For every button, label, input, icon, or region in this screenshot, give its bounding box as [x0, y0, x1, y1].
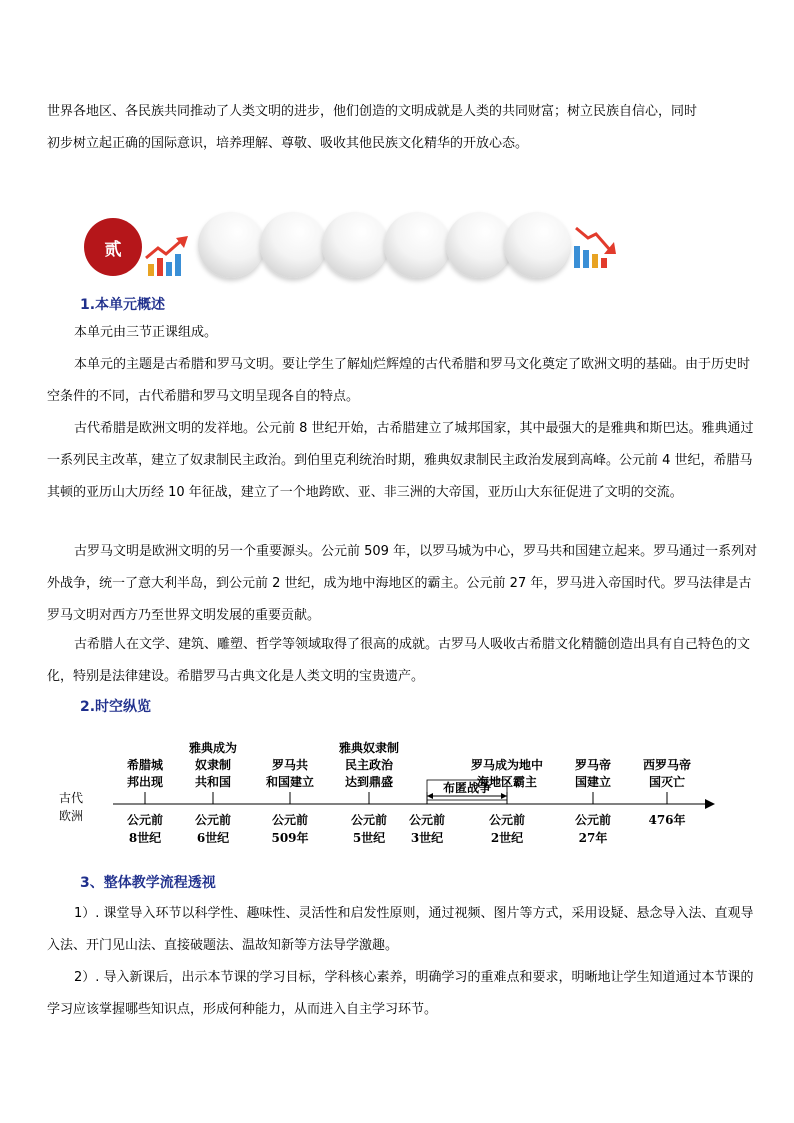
timeline-event-label: 邦出现: [126, 775, 164, 789]
decor-ball-6: [504, 212, 570, 278]
span-arrow-right: [501, 793, 507, 799]
timeline-event-label: 和国建立: [265, 775, 315, 789]
section-heading-overview: 1.本单元概述: [80, 297, 166, 313]
paragraph: 古罗马文明是欧洲文明的另一个重要源头。公元前 509 年，以罗马城为中心，罗马共和国建立起来。罗马通过一系列对外战争，统一了意大利半岛，到公元前 2 世纪，成为地中海地区的霸主。公元前 27 年，罗马进入帝国时代。罗马法律是古罗马文明对西方乃至世界文明发展的重要贡献。: [47, 544, 758, 623]
timeline-event-label: 海地区霸主: [476, 775, 538, 789]
chart-down-icon: [572, 224, 620, 270]
section-badge: 贰: [84, 218, 142, 276]
timeline-axis-label: 古代: [59, 791, 84, 805]
paragraph: 2）. 导入新课后，出示本节课的学习目标，学科核心素养，明确学习的重难点和要求，明晰地让学生知道通过本节课的学习应该掌握哪些知识点，形成何种能力，从而进入自主学习环节。: [47, 970, 754, 1017]
timeline-date-label: 公元前: [271, 813, 309, 827]
paragraph: 1）. 课堂导入环节以科学性、趣味性、灵活性和启发性原则，通过视频、图片等方式，采用设疑、悬念导入法、直观导入法、开门见山法、直接破题法、温故知新等方法导学激趣。: [47, 906, 754, 953]
decor-ball-1: [198, 212, 264, 278]
timeline-diagram: [55, 730, 725, 860]
timeline-date-label: 公元前: [408, 813, 446, 827]
timeline-date-label: 公元前: [126, 813, 164, 827]
timeline-event-label: 罗马帝: [574, 758, 612, 772]
paragraph: 本单元由三节正课组成。: [74, 325, 218, 340]
timeline-date-label: 公元前: [350, 813, 388, 827]
timeline-event-label: 达到鼎盛: [344, 775, 394, 789]
timeline-date-label: 2世纪: [490, 831, 524, 845]
timeline-date-label: 3世纪: [410, 831, 444, 845]
timeline-event-label: 希腊城: [126, 758, 164, 772]
timeline-date-label: 公元前: [488, 813, 526, 827]
timeline-event-label: 雅典成为: [188, 741, 238, 755]
paragraph: 本单元的主题是古希腊和罗马文明。要让学生了解灿烂辉煌的古代希腊和罗马文化奠定了欧洲文明的基础。由于历史时空条件的不同，古代希腊和罗马文明呈现各自的特点。: [47, 357, 751, 404]
section-heading-flow: 3、整体教学流程透视: [80, 875, 216, 891]
timeline-axis-label: 欧洲: [59, 809, 84, 823]
timeline-date-label: 公元前: [574, 813, 612, 827]
timeline-event-label: 罗马共: [271, 758, 309, 772]
chart-up-icon: [144, 234, 192, 278]
timeline-event-label: 国建立: [574, 775, 612, 789]
decor-ball-2: [260, 212, 326, 278]
timeline-date-label: 8世纪: [128, 831, 162, 845]
timeline-event-label: 雅典奴隶制: [338, 741, 400, 755]
timeline-date-label: 476年: [648, 813, 686, 827]
span-arrow-left: [427, 793, 433, 799]
span-label: 布匿战争: [442, 781, 492, 795]
decor-ball-5: [446, 212, 512, 278]
timeline-date-label: 27年: [578, 831, 608, 845]
timeline-event-label: 罗马成为地中: [470, 758, 544, 772]
decor-ball-4: [384, 212, 450, 278]
timeline-event-label: 国灭亡: [648, 775, 686, 789]
timeline-date-label: 5世纪: [352, 831, 386, 845]
intro-line-2: 初步树立起正确的国际意识，培养理解、尊敬、吸收其他民族文化精华的开放心态。: [47, 136, 529, 151]
paragraph: 古代希腊是欧洲文明的发祥地。公元前 8 世纪开始，古希腊建立了城邦国家，其中最强大的是雅典和斯巴达。雅典通过一系列民主改革，建立了奴隶制民主政治。到伯里克利统治时期，雅典奴隶制民主政治发展到高峰。公元前 4 世纪，希腊马其顿的亚历山大历经 10 年征战，建立了一个地跨欧、亚、非三洲的大帝国，亚历山大东征促进了文明的交流。: [47, 421, 754, 500]
intro-line-1: 世界各地区、各民族共同推动了人类文明的进步，他们创造的文明成就是人类的共同财富；树立民族自信心，同时: [47, 104, 698, 119]
timeline-date-label: 6世纪: [196, 831, 230, 845]
timeline-arrow: [705, 799, 715, 809]
timeline-event-label: 奴隶制: [194, 758, 232, 772]
timeline-event-label: 民主政治: [344, 758, 394, 772]
timeline-date-label: 公元前: [194, 813, 232, 827]
timeline-event-label: 西罗马帝: [642, 758, 692, 772]
timeline-date-label: 509年: [271, 831, 309, 845]
section-heading-timeline: 2.时空纵览: [80, 699, 152, 715]
decor-ball-3: [322, 212, 388, 278]
timeline-event-label: 共和国: [194, 775, 232, 789]
section-banner: [84, 208, 624, 298]
paragraph: 古希腊人在文学、建筑、雕塑、哲学等领域取得了很高的成就。古罗马人吸收古希腊文化精髓创造出具有自己特色的文化，特别是法律建设。希腊罗马古典文化是人类文明的宝贵遗产。: [47, 637, 751, 684]
